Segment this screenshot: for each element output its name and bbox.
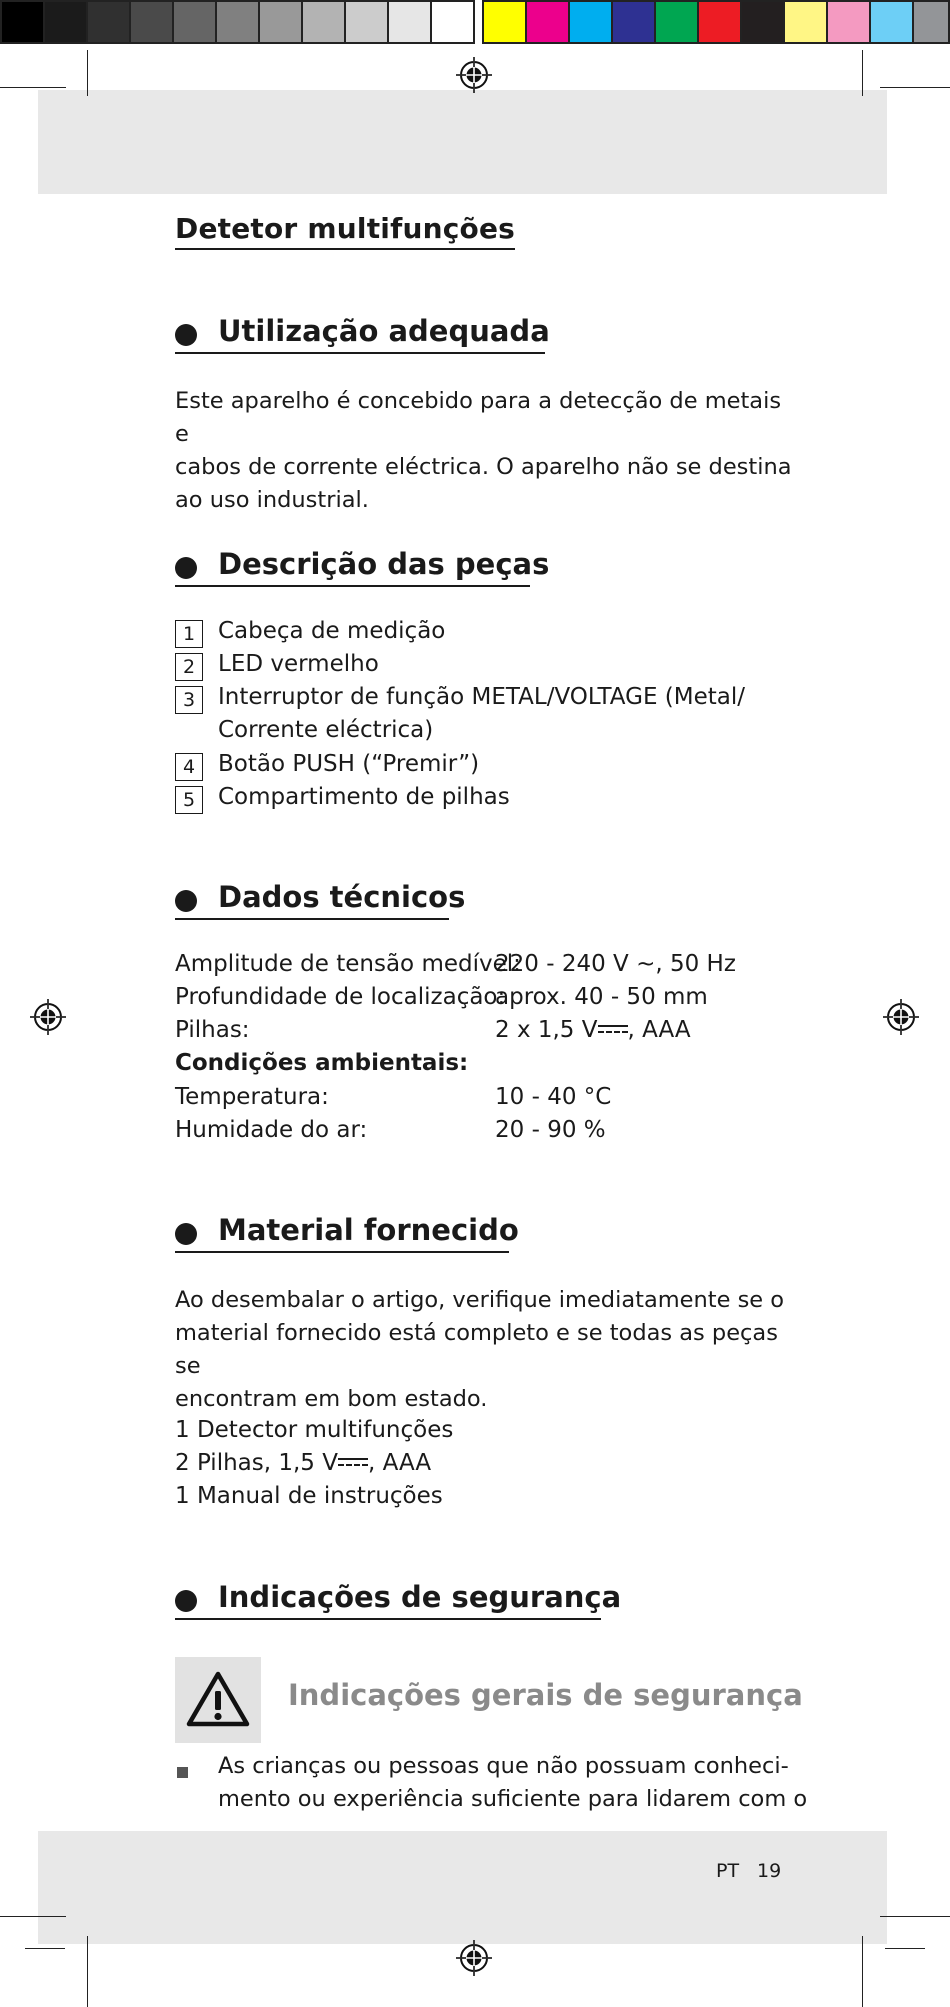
- part-label: Botão PUSH (“Premir”): [218, 751, 480, 777]
- dc-symbol-icon: [338, 1455, 368, 1469]
- spec-value: 2 x 1,5 V , AAA: [495, 1017, 691, 1043]
- list-item: 2 Pilhas, 1,5 V , AAA: [175, 1450, 432, 1476]
- bullet-icon: [175, 1590, 197, 1612]
- warning-triangle-icon: [175, 1657, 261, 1743]
- bullet-icon: [175, 1223, 197, 1245]
- section-heading-usage: Utilização adequada: [175, 312, 545, 354]
- spec-label: Pilhas:: [175, 1017, 250, 1043]
- gray-swatch: [430, 0, 475, 44]
- part-number: 4: [175, 753, 203, 781]
- color-swatch: [611, 0, 656, 44]
- env-heading: Condições ambientais:: [175, 1050, 469, 1076]
- color-swatch: [912, 0, 950, 44]
- spec-value: 10 - 40 °C: [495, 1084, 612, 1110]
- page-number: 19: [757, 1860, 782, 1882]
- color-swatch: [869, 0, 914, 44]
- section-heading-tech: Dados técnicos: [175, 878, 449, 920]
- gray-swatch: [129, 0, 174, 44]
- spec-value: aprox. 40 - 50 mm: [495, 984, 708, 1010]
- bullet-icon: [175, 324, 197, 346]
- gray-swatch: [301, 0, 346, 44]
- gray-swatch: [344, 0, 389, 44]
- color-swatch: [568, 0, 613, 44]
- gray-swatch: [387, 0, 432, 44]
- list-item: 1 Manual de instruções: [175, 1483, 443, 1509]
- part-label: LED vermelho: [218, 651, 379, 677]
- part-label: Cabeça de medição: [218, 618, 446, 644]
- gray-swatch: [86, 0, 131, 44]
- warning-box: [175, 1657, 261, 1743]
- section-heading-safety: Indicações de segurança: [175, 1578, 601, 1620]
- gray-swatch: [172, 0, 217, 44]
- part-number: 2: [175, 653, 203, 681]
- spec-label: Temperatura:: [175, 1084, 329, 1110]
- part-number: 1: [175, 620, 203, 648]
- footer-band: [38, 1831, 887, 1944]
- color-swatch: [740, 0, 785, 44]
- bullet-icon: [175, 890, 197, 912]
- part-label: Corrente eléctrica): [218, 717, 434, 743]
- safety-subheading: Indicações gerais de segurança: [288, 1678, 803, 1712]
- spec-label: Amplitude de tensão medível:: [175, 951, 521, 977]
- gray-swatch: [0, 0, 45, 44]
- usage-paragraph: Este aparelho é concebido para a detecção de metais e cabos de corrente eléctrica. O aparelho não se destina ao uso industrial.: [175, 388, 792, 513]
- color-swatch: [654, 0, 699, 44]
- color-swatch: [525, 0, 570, 44]
- gray-swatch: [215, 0, 260, 44]
- color-swatch: [697, 0, 742, 44]
- registration-mark-icon: [456, 57, 492, 93]
- gray-swatch: [43, 0, 88, 44]
- gray-swatch: [258, 0, 303, 44]
- spec-value: 220 - 240 V ~, 50 Hz: [495, 951, 736, 977]
- square-bullet-icon: [177, 1767, 188, 1778]
- dc-symbol-icon: [598, 1022, 628, 1036]
- registration-mark-icon: [456, 1940, 492, 1976]
- bullet-icon: [175, 557, 197, 579]
- part-number: 5: [175, 786, 203, 814]
- section-heading-supply: Material fornecido: [175, 1211, 509, 1253]
- spec-value: 20 - 90 %: [495, 1117, 606, 1143]
- spec-label: Profundidade de localização:: [175, 984, 506, 1010]
- section-heading-parts: Descrição das peças: [175, 545, 530, 587]
- registration-mark-icon: [883, 999, 919, 1035]
- color-swatch: [783, 0, 828, 44]
- spec-label: Humidade do ar:: [175, 1117, 368, 1143]
- part-number: 3: [175, 686, 203, 714]
- safety-paragraph: As crianças ou pessoas que não possuam conheci- mento ou experiência suficiente para lidarem com o: [218, 1753, 808, 1812]
- registration-mark-icon: [30, 999, 66, 1035]
- part-label: Compartimento de pilhas: [218, 784, 510, 810]
- list-item: 1 Detector multifunções: [175, 1417, 454, 1443]
- supply-paragraph: Ao desembalar o artigo, verifique imediatamente se o material fornecido está completo e se todas as peças se encontram em bom estado.: [175, 1287, 785, 1412]
- page-title: Detetor multifunções: [175, 212, 515, 250]
- color-swatch: [826, 0, 871, 44]
- part-label: Interruptor de função METAL/VOLTAGE (Metal/: [218, 684, 746, 710]
- header-band: [38, 90, 887, 194]
- footer-language: PT: [716, 1860, 740, 1882]
- color-swatch: [482, 0, 527, 44]
